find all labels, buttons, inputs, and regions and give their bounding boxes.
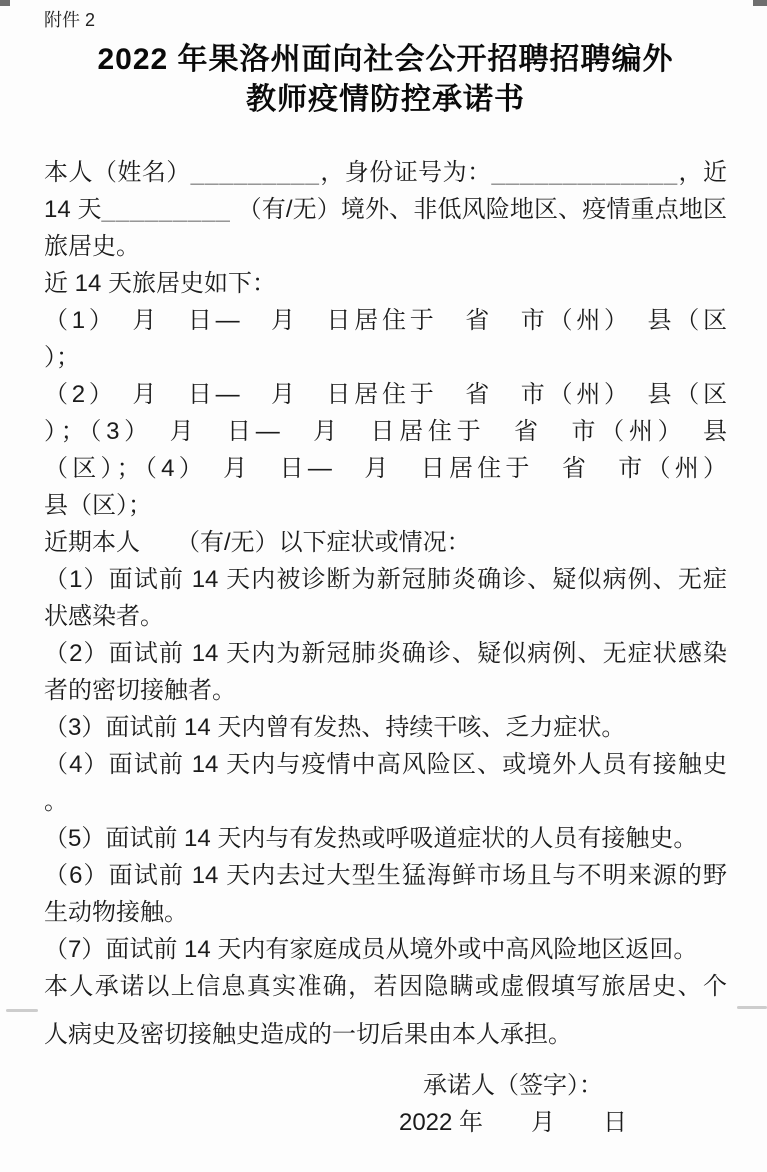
document-line: （5）面试前 14 天内与有发热或呼吸道症状的人员有接触史。: [44, 825, 698, 852]
document-title: [44, 40, 727, 120]
document-line: 县（区）；: [44, 492, 152, 519]
attachment-label: 附件 2: [44, 10, 96, 30]
document-line: 生动物接触。: [44, 899, 188, 926]
document-line: 14 天_________ （有/无）境外、非低风险地区、疫情重点地区: [44, 196, 727, 223]
document-line: （1）面试前 14 天内被诊断为新冠肺炎确诊、疑似病例、无症: [44, 566, 727, 593]
fill-in-blank: _____________: [491, 159, 679, 186]
scan-corner-right-mark: [753, 0, 767, 6]
document-line: ）；（3） 月 日— 月 日居住于 省 市（州） 县: [44, 418, 727, 445]
document-line: 本人承诺以上信息真实准确，若因隐瞒或虚假填写旅居史、个: [44, 973, 727, 1000]
scan-crease-right-mark: [737, 1006, 767, 1009]
document-line: 近 14 天旅居史如下：: [44, 270, 277, 297]
fill-in-blank: _________: [101, 196, 231, 223]
document-line: （2）面试前 14 天内为新冠肺炎确诊、疑似病例、无症状感染: [44, 640, 727, 667]
signer-line: 承诺人（签字）：: [423, 1072, 603, 1099]
document-body: [44, 154, 727, 1053]
document-line: 人病史及密切接触史造成的一切后果由本人承担。: [44, 1021, 572, 1048]
document-line: （1） 月 日— 月 日居住于 省 市（州） 县（区: [44, 307, 727, 334]
document-line: （6）面试前 14 天内去过大型生猛海鲜市场且与不明来源的野: [44, 862, 727, 889]
document-line: 状感染者。: [44, 603, 164, 630]
fill-in-blank: _________: [190, 159, 320, 186]
signature-block: [44, 1067, 727, 1141]
document-line: （7）面试前 14 天内有家庭成员从境外或中高风险地区返回。: [44, 936, 698, 963]
document-line: （区）；（4） 月 日— 月 日居住于 省 市（州）: [44, 455, 727, 482]
date-line: 2022 年 月 日: [398, 1109, 628, 1136]
document-line: 者的密切接触者。: [44, 677, 236, 704]
scan-crease-left-mark: [6, 1009, 38, 1012]
document-line: 近期本人 （有/无）以下症状或情况：: [44, 529, 471, 556]
document-line: 旅居史。: [44, 233, 140, 260]
document-line: 。: [44, 788, 68, 815]
document-line: （3）面试前 14 天内曾有发热、持续干咳、乏力症状。: [44, 714, 626, 741]
document-line: ）；: [44, 344, 80, 371]
document-title-line-2: 教师疫情防控承诺书: [246, 83, 525, 116]
document-line: （4）面试前 14 天内与疫情中高风险区、或境外人员有接触史: [44, 751, 727, 778]
document-line: 本人（姓名）_________，身份证号为：_____________，近: [44, 159, 727, 186]
document-title-line-1: 2022 年果洛州面向社会公开招聘招聘编外: [97, 43, 674, 76]
document-line: （2） 月 日— 月 日居住于 省 市（州） 县（区: [44, 381, 727, 408]
scan-corner-left-mark: [0, 0, 10, 6]
